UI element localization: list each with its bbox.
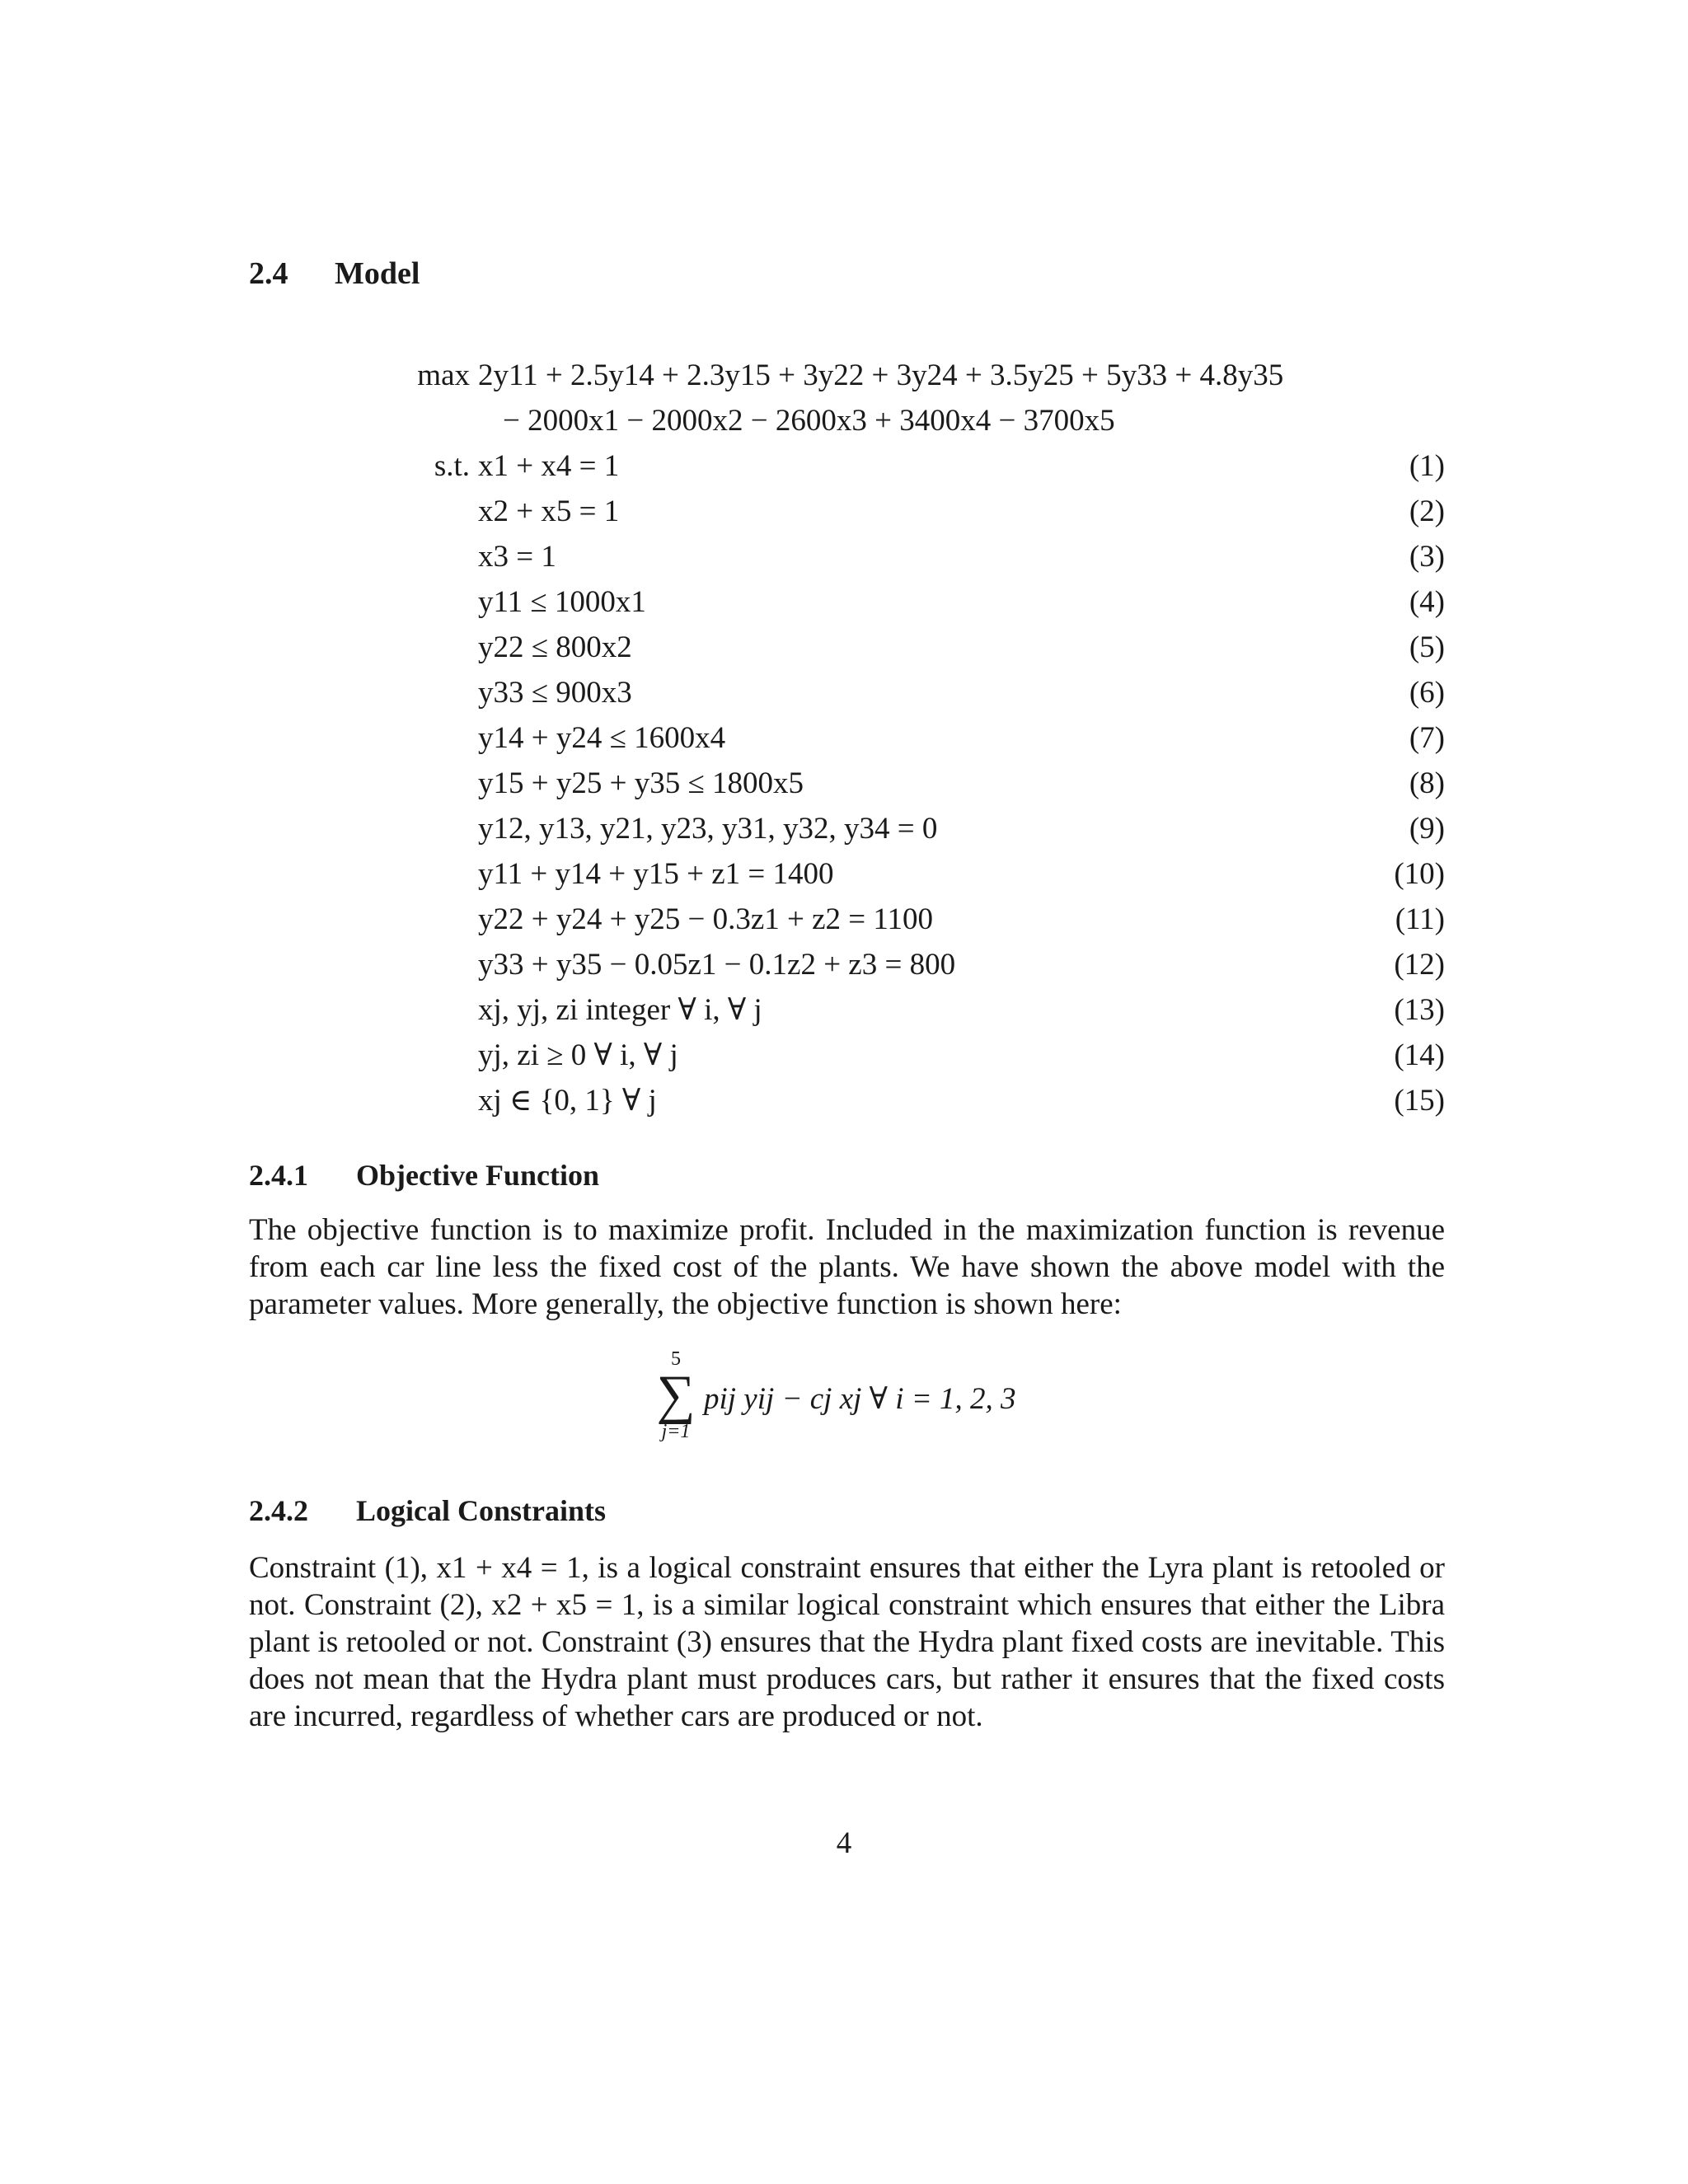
constraint-expression: yj, zi ≥ 0 ∀ i, ∀ j: [478, 1038, 678, 1072]
objective-label: max: [417, 359, 470, 392]
objective-paragraph: The objective function is to maximize profit. Included in the maximization function is revenue from each car line less the fixed cost of the plants. We have shown the above model with the parameter values. More generally, the objective function is shown here:: [249, 1213, 1445, 1321]
summation-lower-limit: j=1: [661, 1421, 691, 1442]
constraint-row: [408, 1078, 1445, 1123]
constraint-expression: y22 ≤ 800x2: [478, 630, 632, 664]
sigma-symbol: ∑: [656, 1365, 696, 1425]
equation-number: (7): [1409, 721, 1445, 755]
objective-line-2: [408, 398, 1445, 443]
equation-number: (3): [1409, 540, 1445, 574]
constraint-row: [408, 579, 1445, 625]
subsection-title: Logical Constraints: [356, 1494, 607, 1527]
subsection-heading-objective: [249, 1158, 599, 1193]
constraint-row: [408, 897, 1445, 942]
constraint-expression: xj ∈ {0, 1} ∀ j: [478, 1084, 657, 1118]
equation-number: (8): [1409, 766, 1445, 800]
constraint-expression: y33 ≤ 900x3: [478, 676, 632, 710]
subject-to-label: s.t.: [434, 449, 470, 483]
constraint-row: [408, 534, 1445, 579]
constraint-expression: y11 + y14 + y15 + z1 = 1400: [478, 857, 834, 891]
equation-number: (11): [1395, 902, 1445, 936]
summation-expression: pij yij − cj xj ∀ i = 1, 2, 3: [704, 1382, 1016, 1416]
constraint-expression: y15 + y25 + y35 ≤ 1800x5: [478, 766, 804, 800]
constraint-expression: y14 + y24 ≤ 1600x4: [478, 721, 726, 755]
equation-number: (6): [1409, 676, 1445, 710]
constraint-expression: y22 + y24 + y25 − 0.3z1 + z2 = 1100: [478, 902, 934, 936]
subsection-title: Objective Function: [356, 1159, 599, 1192]
constraint-expression: y12, y13, y21, y23, y31, y32, y34 = 0: [478, 812, 938, 846]
constraint-row: [408, 987, 1445, 1033]
equation-number: (14): [1394, 1038, 1445, 1072]
constraint-expression: xj, yj, zi integer ∀ i, ∀ j: [478, 993, 762, 1027]
equation-number: (15): [1394, 1084, 1445, 1118]
constraint-row: [408, 806, 1445, 851]
constraint-row: [408, 625, 1445, 670]
constraint-row: [408, 670, 1445, 715]
objective-line-1: [408, 353, 1445, 398]
subsection-number: 2.4.1: [249, 1159, 308, 1192]
equation-number: (1): [1409, 449, 1445, 483]
equation-number: (5): [1409, 630, 1445, 664]
constraint-row: [408, 715, 1445, 761]
constraint-expression: x2 + x5 = 1: [478, 494, 620, 528]
constraint-row: [408, 1033, 1445, 1078]
constraint-row: [408, 851, 1445, 897]
constraint-expression: y11 ≤ 1000x1: [478, 585, 646, 619]
equation-number: (13): [1394, 993, 1445, 1027]
subsection-number: 2.4.2: [249, 1494, 308, 1527]
constraint-row: [408, 942, 1445, 987]
summation-upper-limit: 5: [671, 1348, 681, 1370]
equation-number: (10): [1394, 857, 1445, 891]
equation-number: (2): [1409, 494, 1445, 528]
summation-operator: [651, 1347, 701, 1443]
equation-number: (12): [1394, 948, 1445, 982]
page-number: 4: [836, 1826, 852, 1860]
model-equations: [408, 353, 1445, 1123]
section-title: Model: [335, 256, 420, 291]
equation-number: (9): [1409, 812, 1445, 846]
section-heading: [249, 255, 420, 292]
constraint-expression: x1 + x4 = 1: [478, 449, 620, 483]
constraint-row: [408, 489, 1445, 534]
constraint-row: [408, 761, 1445, 806]
subsection-heading-logical: [249, 1493, 606, 1528]
constraint-expression: y33 + y35 − 0.05z1 − 0.1z2 + z3 = 800: [478, 948, 956, 982]
objective-expression-1: 2y11 + 2.5y14 + 2.3y15 + 3y22 + 3y24 + 3.5y25 + 5y33 + 4.8y35: [478, 359, 1284, 392]
constraint-row: [408, 443, 1445, 489]
section-number: 2.4: [249, 256, 288, 291]
constraint-expression: x3 = 1: [478, 540, 556, 574]
objective-expression-2: − 2000x1 − 2000x2 − 2600x3 + 3400x4 − 3700x5: [503, 404, 1115, 438]
constraint-list: [408, 443, 1445, 1123]
logical-constraints-paragraph: Constraint (1), x1 + x4 = 1, is a logical constraint ensures that either the Lyra plant is retooled or not. Constraint (2), x2 + x5 = 1, is a similar logical constraint which ensures that either the Libra plant is retooled or not. Constraint (3) ensures that the Hydra plant fixed costs are inevitable. This does not mean that the Hydra plant must produces cars, but rather it ensures that the fixed costs are incurred, regardless of whether cars are produced or not.: [249, 1551, 1445, 1733]
equation-number: (4): [1409, 585, 1445, 619]
